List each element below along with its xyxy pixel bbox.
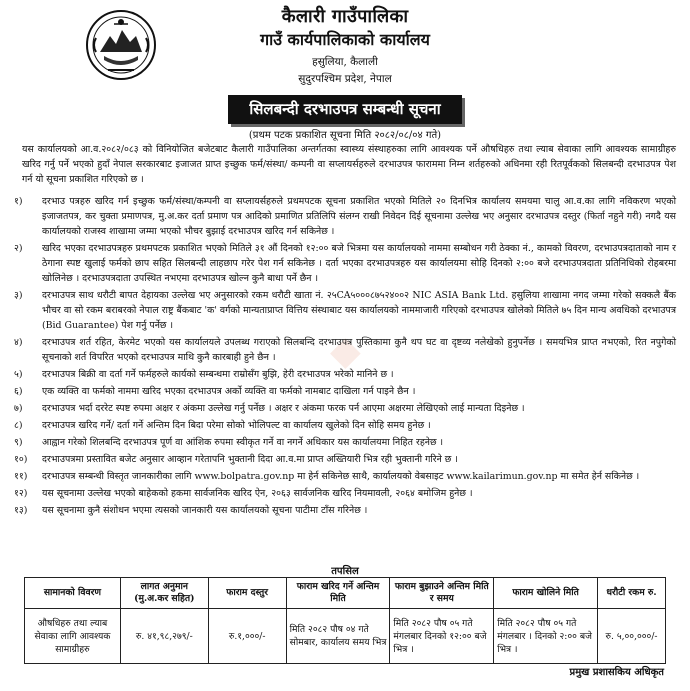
cell-opening-date: मिति २०८२ पौष ०५ गते मंगलबार । दिनको २:०० बजे भित्र । [494,609,598,664]
clause-number: ११) [14,471,28,482]
clause-item [8,452,676,467]
clause-item [8,335,676,365]
column-header-purchase-deadline: फाराम खरिद गर्ने अन्तिम मिति [286,578,390,609]
clause-text: यस सूचनामा उल्लेख भएको बाहेकको हकमा सार्वजनिक खरिद ऐन, २०६३ सार्वजनिक खरिद नियमावली, २०६४ बमोजिम हुनेछ । [42,488,473,499]
org-title: कैलारी गाउँपालिका [281,6,409,27]
address-line-2: सुदुरपश्चिम प्रदेश, नेपाल [298,73,392,85]
clause-number: १०) [14,454,28,465]
cell-purchase-deadline: मिति २०८२ पौष ०४ गते सोमबार, कार्यालय समय भित्र [286,609,390,664]
table-caption: तपसिल [331,566,359,577]
column-header-submission-deadline: फाराम बुझाउने अन्तिम मिति र समय [390,578,494,609]
clause-number: १२) [14,488,28,499]
clause-text: खरिद भएका दरभाउपत्रहरु प्रथमपटक प्रकाशित भएको मितिले ३१ औं दिनको १२:०० बजे भित्रमा यस कार्यालयको नाममा सम्बोधन गरी ठेक्का नं., कामको विवरण, दरभाउपत्रदाताको नाम र ठेगाना स्पष्ट खुलाई फर्मको छाप सहित सिलबन्दी लाहछाप गरेर पेश गर्न सकिनेछ । दर्ता भएका दरभाउपत्रहरु यस कार्यालयमा सोहि दिनको २:०० बजे दरभाउपत्रदाता प्रतिनिधिको रोहबरमा खोलिनेछ । दरभाउपत्रदाता उपस्थित नभएमा दरभाउपत्र खोल्न कुनै बाधा पर्ने छैन । [42,243,676,284]
intro-paragraph: यस कार्यालयको आ.व.२०८२/०८३ को विनियोजित बजेटबाट कैलारी गाउँपालिका अन्तर्गतका स्वास्थ्य संस्थाहरुका लागि आवश्यक पर्ने औषधिहरु तथा ल्याब सेवाका लागि आवश्यक सामाग्रीहरु खरिद गर्नु पर्ने भएको हुदाँ नेपाल सरकारबाट इजाजत प्राप्त इच्छुक फर्म/संस्था/ कम्पनी वा सप्लायर्सहरुले दरभाउपत्र फाराममा निम्न शर्तहरुको अधिनमा रही रितपूर्वकको सिलबन्दी दरभाउपत्र पेश गर्न यो सूचना प्रकाशित गरिएको छ । [22,144,676,185]
clause-item [8,418,676,433]
column-header-cost-estimate: लागत अनुमान (मु.अ.कर सहित) [120,578,208,609]
clause-number: ४) [14,337,23,348]
cell-deposit-amount: रु. ५,००,०००/- [598,609,666,664]
clause-item [8,486,676,501]
cell-form-fee: रु.१,०००/- [208,609,286,664]
column-header-item-description: सामानको विवरण [25,578,121,609]
clause-list [8,194,676,520]
column-header-deposit-amount: धरौटी रकम रु. [598,578,666,609]
clause-number: ८) [14,420,23,431]
clause-number: ७) [14,403,23,414]
address-line-1: हसुलिया, कैलाली [312,56,378,68]
column-header-form-fee: फाराम दस्तुर [208,578,286,609]
clause-text: एक व्यक्ति वा फर्मको नाममा खरिद भएका दरभाउपत्र अर्को व्यक्ति वा फर्मको नामबाट दाखिला गर्न पाइने छैन । [42,386,416,397]
clause-text: दरभाउ पत्रहरु खरिद गर्न इच्छुक फर्म/संस्था/कम्पनी वा सप्लायर्सहरुले प्रथमपटक सूचना प्रकाशित भएको मितिले २० दिनभित्र कार्यालय समयमा चालु आ.व.का लागि नविकरण भएको इजाजतपत्र, कर चुक्ता प्रमाणपत्र, मु.अ.कर दर्ता प्रमाण पत्र आदिको प्रमाणित प्रतिलिपि संलग्न राखी निवेदन दिई सूचनामा उल्लेख भए अनुसार दरभाउपत्र दस्तुर (फिर्ता नहुने गरी) नगदै यस कार्यालयको राजस्व शाखामा जम्मा भएको भौचर बुझाई दरभाउपत्र खरिद गर्न सकिनेछ । [42,196,676,237]
clause-item [8,401,676,416]
table-header-row [25,578,666,609]
clause-item [8,194,676,239]
clause-number: ३) [14,290,23,301]
clause-item [8,367,676,382]
org-subtitle: गाउँ कार्यपालिकाको कार्यालय [260,30,430,49]
clause-item [8,384,676,399]
clause-text: दरभाउपत्र खरिद गर्ने/ दर्ता गर्ने अन्तिम दिन बिदा परेमा सोको भोलिपल्ट वा कार्यालय खुलेको दिन सोहि समय हुनेछ । [42,420,431,431]
clause-number: ६) [14,386,23,397]
clause-number: २) [14,243,23,254]
signoff: प्रमुख प्रशासकिय अधिकृत [569,667,664,678]
clause-number: १३) [14,505,28,516]
clause-number: ९) [14,437,23,448]
notice-title: सिलबन्दी दरभाउपत्र सम्बन्धी सूचना [249,100,441,118]
first-publish-date: (प्रथम पटक प्रकाशित सूचना मिति २०८२/०८/०४ गते) [248,130,442,141]
clause-item [8,435,676,450]
bid-schedule-table [24,577,666,664]
clause-text: दरभाउपत्र शर्त रहित, केरमेट भएको यस कार्यालयले उपलब्ध गराएको सिलबन्दि दरभाउपत्र पुस्तिकामा कुनै थप घट वा दृष्टव्य नलेखेको हुनुपर्नेछ । समयभित्र प्राप्त नभएको, रित नपुगेको सूचनाको शर्त विपरित भएको दरभाउपत्र माथि कुनै कारबाही हुने छैन । [42,337,676,363]
clause-text: दरभाउपत्र सम्बन्धी विस्तृत जानकारीका लागि www.bolpatra.gov.np मा हेर्न सकिनेछ साथै, कार्यालयको वेबसाइट www.kailarimun.gov.np मा समेत हेर्न सकिनेछ । [42,471,640,482]
clause-text: दरभाउपत्रमा प्रस्तावित बजेट अनुसार आव्हान गरेतापनि भुक्तानी दिदा आ.व.मा प्राप्त अख्तियारी भित्र रही भुक्तानी गरिने छ । [42,454,458,465]
cell-item-description: औषधिहरु तथा ल्याब सेवाका लागि आवश्यक सामाग्रीहरु [25,609,121,664]
clause-text: दरभाउपत्र साथ धरौटी बापत देहायका उल्लेख भए अनुसारको रकम धरौटी खाता नं. २५CA५०००८७५२४००२ NIC ASIA Bank Ltd. हसुलिया शाखामा नगद जम्मा गरेको सक्कलै बैंक भौचर वा सो रकम बराबरको नेपाल राष्ट्र बैंकबाट 'क' वर्गको मान्यताप्राप्त वित्तिय संस्थाबाट यस कार्यालयको नाममाजारी गरिएको दरभाउपत्र खोलेको मितिले ७५ दिन मान्य अवधिको दरभाउपत्र (Bid Guarantee) पेश गर्नु पर्नेछ । [42,290,676,331]
table-row [25,609,666,664]
clause-text: दरभाउपत्र भर्दा दररेट स्पष्ट रुपमा अक्षर र अंकमा उल्लेख गर्नु पर्नेछ । अक्षर र अंकमा फरक पर्न आएमा अक्षरमा लेखिएको लाई मान्यता दिइनेछ । [42,403,525,414]
clause-item [8,241,676,286]
watermark-logo: ◆ [330,328,361,374]
clause-text: आह्वान गरेको शिलबन्दि दरभाउपत्र पूर्ण वा आंशिक रुपमा स्वीकृत गर्ने वा नगर्ने अधिकार यस कार्यालयमा निहित रहनेछ । [42,437,444,448]
clause-number: ५) [14,369,23,380]
column-header-opening-date: फाराम खोलिने मिति [494,578,598,609]
clause-item [8,469,676,484]
cell-cost-estimate: रु. ४१,९८,२७९/- [120,609,208,664]
clause-text: यस सूचनामा कुनै संशोधन भएमा त्यसको जानकारी यस कार्यालयको सूचना पाटीमा टाँस गरिनेछ । [42,505,368,516]
clause-text: दरभाउपत्र बिक्री वा दर्ता गर्ने फर्महरुले कार्यको सम्बन्धमा राम्रोसँग बुझि, हेरी दरभाउपत्र भरेको मानिने छ । [42,369,394,380]
notice-title-banner [228,95,462,124]
clause-item [8,288,676,333]
clause-item [8,503,676,518]
cell-submission-deadline: मिति २०८२ पौष ०५ गते मंगलबार दिनको १२:०० बजे भित्र । [390,609,494,664]
clause-number: १) [14,196,23,207]
